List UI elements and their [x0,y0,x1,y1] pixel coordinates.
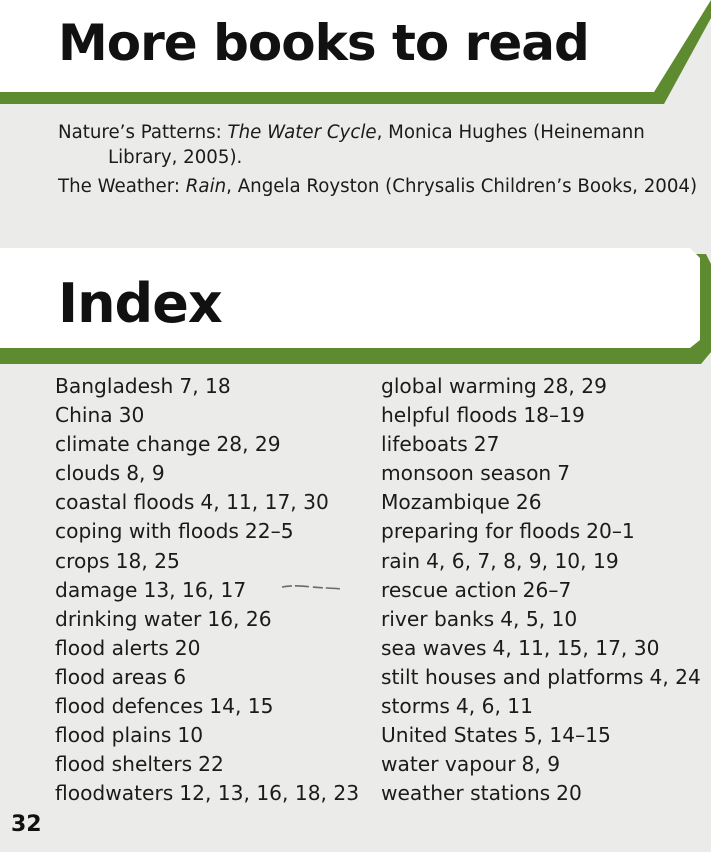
index-entry [55,488,375,517]
books-heading-banner [0,0,711,112]
index-entry [55,547,375,576]
index-term: river banks [381,606,495,631]
index-pages: 27 [473,432,500,457]
index-pages: 4, 6, 7, 8, 9, 10, 19 [426,548,619,573]
index-pages: 18–19 [523,403,585,428]
index-entry [381,401,701,430]
index-entry [381,605,701,634]
index-term: sea waves [381,635,487,660]
index-term: rain [381,548,421,573]
index-term: water vapour [381,752,516,777]
index-pages: 5, 14–15 [523,723,611,748]
index-pages: 20 [174,635,201,660]
index-pages: 4, 5, 10 [500,606,578,631]
index-entry [381,663,701,692]
index-entry [55,517,375,546]
book-title: Rain [185,176,227,197]
index-term: preparing for floods [381,519,581,544]
index-term: damage [55,577,138,602]
index-term: crops [55,548,110,573]
index-entry [55,372,375,401]
index-heading-banner [0,248,711,368]
index-entry [55,721,375,750]
index-term: drinking water [55,606,202,631]
index-pages: 7 [557,461,571,486]
index-pages: 10 [177,723,204,748]
index-entry [381,721,701,750]
index-entry [381,750,701,779]
scuff-mark [280,580,350,594]
index-term: flood areas [55,664,168,689]
index-pages: 28, 29 [216,432,281,457]
index-pages: 16, 26 [207,606,272,631]
index-entry [55,430,375,459]
index-pages: 4, 24 [649,664,701,689]
index-term: global warming [381,374,537,398]
index-entry [55,692,375,721]
index-pages: 18, 25 [115,548,180,573]
index-pages: 22 [198,752,224,777]
index-entry [55,663,375,692]
index-pages: 8, 9 [126,461,165,486]
index-term: floodwaters [55,781,174,806]
index-entry [55,779,375,808]
book-series: The Weather: [58,176,186,197]
book-entry [58,174,698,199]
index-term: monsoon season [381,461,552,486]
index-entry [381,547,701,576]
index-pages: 4, 6, 11 [455,694,533,719]
index-term: flood defences [55,694,204,719]
index-term: helpful floods [381,403,518,428]
index-term: weather stations [381,781,551,806]
index-pages: 6 [173,664,187,689]
books-list [58,120,698,203]
index-term: climate change [55,432,211,457]
index-term: clouds [55,461,121,486]
index-pages: 4, 11, 17, 30 [200,490,329,515]
index-term: China [55,403,113,428]
index-entry [381,517,701,546]
index-pages: 8, 9 [521,752,561,777]
book-series: Nature’s Patterns: [58,122,228,143]
index-entry [381,459,701,488]
index-pages: 14, 15 [209,694,274,719]
index-entry [381,692,701,721]
index-term: coastal floods [55,490,195,515]
book-details: , Angela Royston (Chrysalis Children’s Books, 2004) [226,176,698,197]
index-term: United States [381,723,518,748]
index-term: lifeboats [381,432,468,457]
index-heading: Index [58,272,222,335]
index-pages: 20 [556,781,582,806]
index-term: flood plains [55,723,172,748]
book-title: The Water Cycle [227,122,377,143]
index-column-right [381,372,701,808]
index-term: Mozambique [381,490,510,515]
index-term: flood shelters [55,752,193,777]
index-term: flood alerts [55,635,169,660]
index-entry [381,430,701,459]
index-pages: 30 [118,403,145,428]
index-entry [55,634,375,663]
index-term: stilt houses and platforms [381,664,644,689]
index-pages: 20–1 [586,519,635,544]
index-pages: 22–5 [244,519,294,544]
book-entry [58,120,698,170]
index-entry [55,750,375,779]
index-pages: 26 [515,490,542,515]
index-entry [381,488,701,517]
index-pages: 12, 13, 16, 18, 23 [179,781,360,806]
index-pages: 13, 16, 17 [143,577,247,602]
index-entry [55,401,375,430]
index-pages: 26–7 [522,577,572,602]
index-pages: 4, 11, 15, 17, 30 [492,635,660,660]
index-term: coping with floods [55,519,239,544]
index-entry [381,576,701,605]
index-pages: 7, 18 [179,374,231,398]
books-heading: More books to read [58,14,589,72]
index-pages: 28, 29 [542,374,607,398]
index-term: rescue action [381,577,517,602]
index-term: storms [381,694,450,719]
index-term: Bangladesh [55,374,174,398]
index-entry [381,634,701,663]
page-number: 32 [11,812,42,837]
index-entry [55,459,375,488]
index-entry [381,372,701,401]
index-entry [55,605,375,634]
book-details: , Monica Hughes (Heinemann Library, 2005). [108,122,645,168]
index-entry [381,779,701,808]
